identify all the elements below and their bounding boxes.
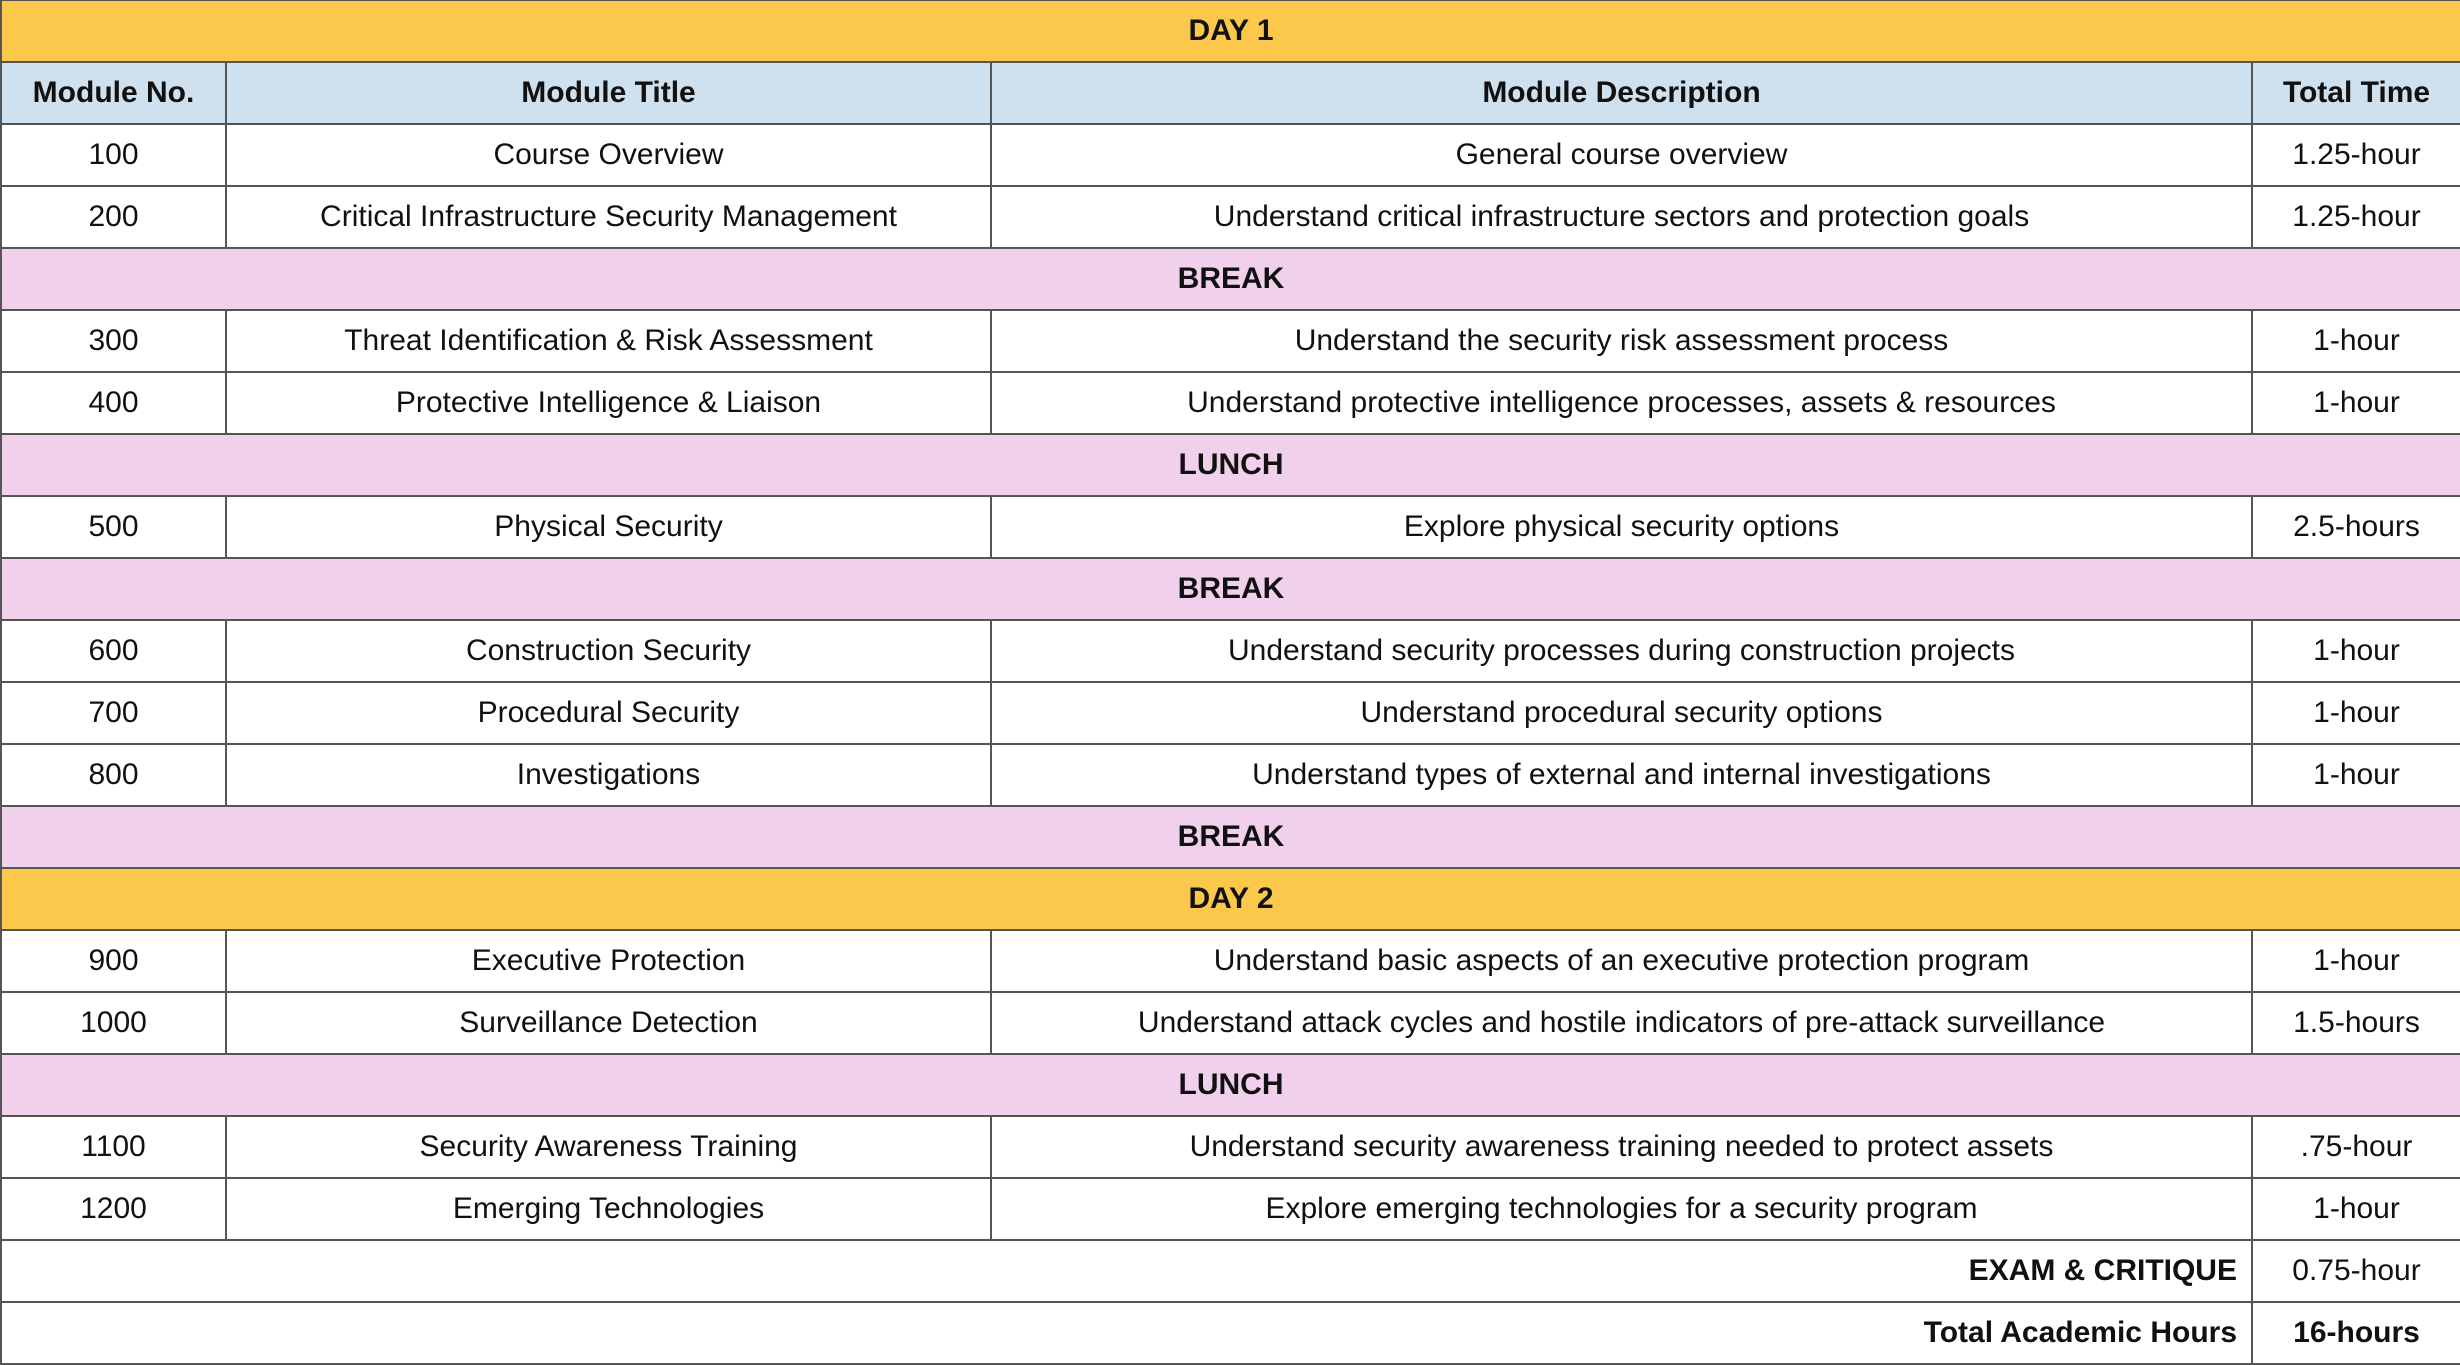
break-row [1, 558, 2460, 620]
module-row-700 [1, 682, 2460, 744]
total-hours-row [1, 1302, 2460, 1364]
module-row-600 [1, 620, 2460, 682]
module-no: 300 [1, 310, 226, 372]
module-description: Understand security processes during construction projects [991, 620, 2252, 682]
module-description: Understand protective intelligence processes, assets & resources [991, 372, 2252, 434]
module-description: Understand procedural security options [991, 682, 2252, 744]
day-2-label: DAY 2 [1, 868, 2460, 930]
module-description: Understand attack cycles and hostile indicators of pre-attack surveillance [991, 992, 2252, 1054]
total-hours-value: 16-hours [2252, 1302, 2460, 1364]
module-description: Understand critical infrastructure sectors and protection goals [991, 186, 2252, 248]
module-row-800 [1, 744, 2460, 806]
total-hours-label: Total Academic Hours [1, 1302, 2252, 1364]
module-no: 200 [1, 186, 226, 248]
module-title: Procedural Security [226, 682, 991, 744]
lunch-row [1, 1054, 2460, 1116]
module-time: .75-hour [2252, 1116, 2460, 1178]
module-time: 2.5-hours [2252, 496, 2460, 558]
module-row-500 [1, 496, 2460, 558]
break-label: BREAK [1, 806, 2460, 868]
module-time: 1-hour [2252, 1178, 2460, 1240]
module-row-300 [1, 310, 2460, 372]
module-description: Explore physical security options [991, 496, 2252, 558]
break-label: BREAK [1, 248, 2460, 310]
module-row-900 [1, 930, 2460, 992]
module-row-200 [1, 186, 2460, 248]
module-title: Investigations [226, 744, 991, 806]
module-no: 900 [1, 930, 226, 992]
module-no: 1100 [1, 1116, 226, 1178]
header-module-no: Module No. [1, 62, 226, 124]
header-module-title: Module Title [226, 62, 991, 124]
lunch-row [1, 434, 2460, 496]
lunch-label: LUNCH [1, 1054, 2460, 1116]
module-row-400 [1, 372, 2460, 434]
module-time: 1.5-hours [2252, 992, 2460, 1054]
exam-critique-time: 0.75-hour [2252, 1240, 2460, 1302]
module-row-1000 [1, 992, 2460, 1054]
exam-critique-label: EXAM & CRITIQUE [1, 1240, 2252, 1302]
break-row [1, 806, 2460, 868]
module-time: 1-hour [2252, 372, 2460, 434]
module-description: Understand types of external and internal investigations [991, 744, 2252, 806]
module-time: 1-hour [2252, 930, 2460, 992]
module-time: 1.25-hour [2252, 124, 2460, 186]
module-description: Explore emerging technologies for a security program [991, 1178, 2252, 1240]
module-title: Protective Intelligence & Liaison [226, 372, 991, 434]
break-row [1, 248, 2460, 310]
module-no: 600 [1, 620, 226, 682]
module-title: Surveillance Detection [226, 992, 991, 1054]
module-row-100 [1, 124, 2460, 186]
module-description: Understand basic aspects of an executive protection program [991, 930, 2252, 992]
module-title: Threat Identification & Risk Assessment [226, 310, 991, 372]
module-description: Understand the security risk assessment process [991, 310, 2252, 372]
module-title: Executive Protection [226, 930, 991, 992]
module-title: Construction Security [226, 620, 991, 682]
header-module-description: Module Description [991, 62, 2252, 124]
module-time: 1.25-hour [2252, 186, 2460, 248]
day-1-label: DAY 1 [1, 1, 2460, 63]
module-title: Physical Security [226, 496, 991, 558]
module-title: Course Overview [226, 124, 991, 186]
module-title: Critical Infrastructure Security Management [226, 186, 991, 248]
module-time: 1-hour [2252, 682, 2460, 744]
lunch-label: LUNCH [1, 434, 2460, 496]
module-description: General course overview [991, 124, 2252, 186]
module-time: 1-hour [2252, 744, 2460, 806]
module-no: 1000 [1, 992, 226, 1054]
day-2-row [1, 868, 2460, 930]
break-label: BREAK [1, 558, 2460, 620]
day-1-row [1, 1, 2460, 63]
module-no: 100 [1, 124, 226, 186]
module-no: 500 [1, 496, 226, 558]
module-time: 1-hour [2252, 620, 2460, 682]
module-row-1200 [1, 1178, 2460, 1240]
header-total-time: Total Time [2252, 62, 2460, 124]
module-no: 1200 [1, 1178, 226, 1240]
module-time: 1-hour [2252, 310, 2460, 372]
module-row-1100 [1, 1116, 2460, 1178]
module-description: Understand security awareness training needed to protect assets [991, 1116, 2252, 1178]
module-title: Emerging Technologies [226, 1178, 991, 1240]
column-header-row [1, 62, 2460, 124]
module-no: 800 [1, 744, 226, 806]
exam-critique-row [1, 1240, 2460, 1302]
module-title: Security Awareness Training [226, 1116, 991, 1178]
module-no: 700 [1, 682, 226, 744]
module-no: 400 [1, 372, 226, 434]
